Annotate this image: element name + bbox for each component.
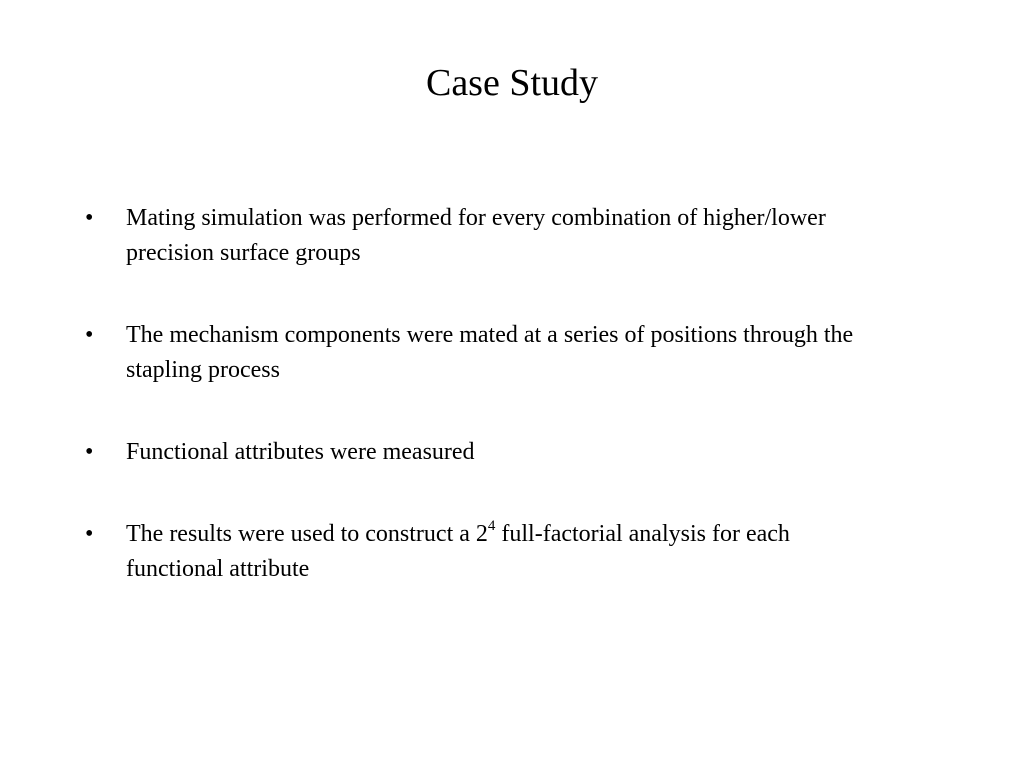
bullet-icon: •	[85, 322, 94, 348]
bullet-text: Functional attributes were measured	[126, 439, 475, 465]
bullet-item	[85, 517, 875, 587]
bullet-text-before: The results were used to construct a 2	[126, 521, 488, 547]
bullet-icon: •	[85, 521, 94, 547]
bullet-item	[85, 201, 875, 271]
bullet-text: The mechanism components were mated at a series of positions through the stapling process	[126, 322, 854, 383]
bullet-item	[85, 435, 875, 470]
superscript-exponent: 4	[487, 518, 496, 534]
bullet-text-after: full-factorial analysis for each functional attribute	[126, 521, 790, 582]
bullet-list	[85, 201, 875, 587]
slide-title: Case Study	[425, 62, 599, 104]
bullet-icon: •	[85, 205, 94, 231]
bullet-text: Mating simulation was performed for every combination of higher/lower precision surface groups	[126, 205, 826, 266]
bullet-item	[85, 318, 875, 388]
bullet-text	[126, 518, 790, 582]
bullet-icon: •	[85, 439, 94, 465]
